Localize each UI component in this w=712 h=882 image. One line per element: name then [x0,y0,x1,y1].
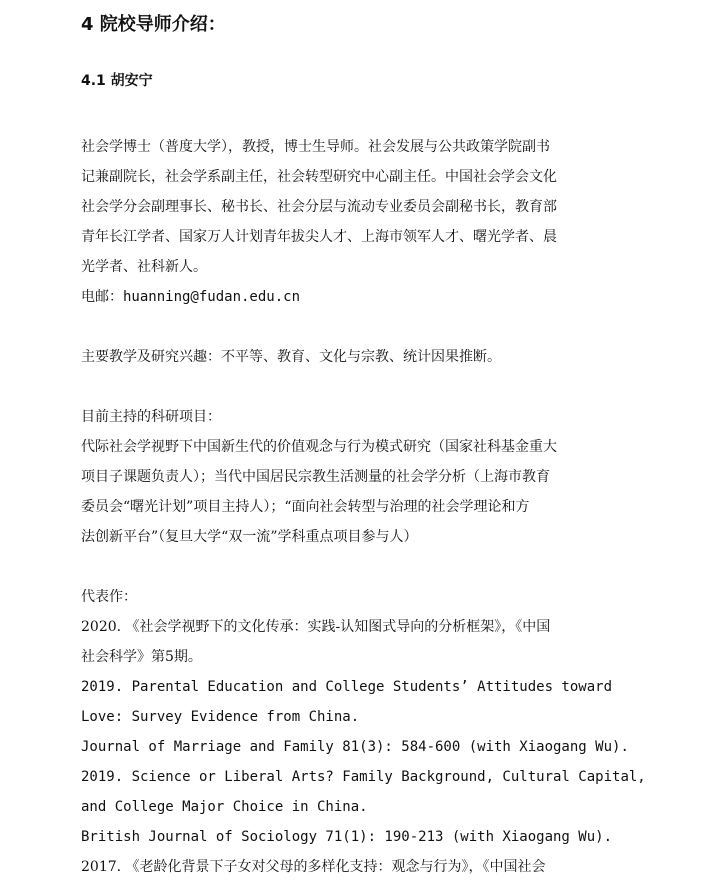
subsection-title: 4.1 胡安宁 [81,73,153,89]
work-line: Love: Survey Evidence from China. [81,709,360,725]
work-line: Journal of Marriage and Family 81(3): 584-600 (with Xiaogang Wu). [81,739,629,755]
section-title: 4 院校导师介绍： [81,14,226,35]
work-line: 2019. Parental Education and College Students’ Attitudes toward [81,679,613,695]
project-line: 委员会“曙光计划”项目主持人）；“面向社会转型与治理的社会学理论和方 [81,499,530,515]
work-line: and College Major Choice in China. [81,799,368,815]
project-line: 项目子课题负责人）；当代中国居民宗教生活测量的社会学分析（上海市教育 [81,469,550,485]
projects-section [81,402,641,552]
bio-line: 光学者、社科新人。 [81,259,207,275]
work-line: British Journal of Sociology 71(1): 190-213 (with Xiaogang Wu). [81,829,613,845]
works-section [81,582,646,882]
work-line: 2017. 《老龄化背景下子女对父母的多样化支持：观念与行为》，《中国社会 [81,859,546,875]
bio-line: 记兼副院长，社会学系副主任，社会转型研究中心副主任。中国社会学会文化 [81,169,557,185]
projects-heading: 目前主持的科研项目： [81,409,221,425]
project-line: 法创新平台”（复旦大学“双一流”学科重点项目参与人） [81,529,418,545]
research-interests: 主要教学及研究兴趣：不平等、教育、文化与宗教、统计因果推断。 [81,349,501,365]
work-line: 2019. Science or Liberal Arts? Family Background, Cultural Capital, [81,769,646,785]
project-line: 代际社会学视野下中国新生代的价值观念与行为模式研究（国家社科基金重大 [81,439,557,455]
works-heading: 代表作： [81,589,137,605]
work-line: 社会科学》第5期。 [81,649,202,665]
bio-line: 社会学博士（普度大学），教授，博士生导师。社会发展与公共政策学院副书 [81,139,550,155]
email-line: 电邮：huanning@fudan.edu.cn [81,289,301,305]
work-line: 2020. 《社会学视野下的文化传承：实践-认知图式导向的分析框架》，《中国 [81,619,551,635]
bio-line: 社会学分会副理事长、秘书长、社会分层与流动专业委员会副秘书长，教育部 [81,199,557,215]
bio-line: 青年长江学者、国家万人计划青年拔尖人才、上海市领军人才、曙光学者、晨 [81,229,557,245]
bio-paragraph [81,132,641,312]
